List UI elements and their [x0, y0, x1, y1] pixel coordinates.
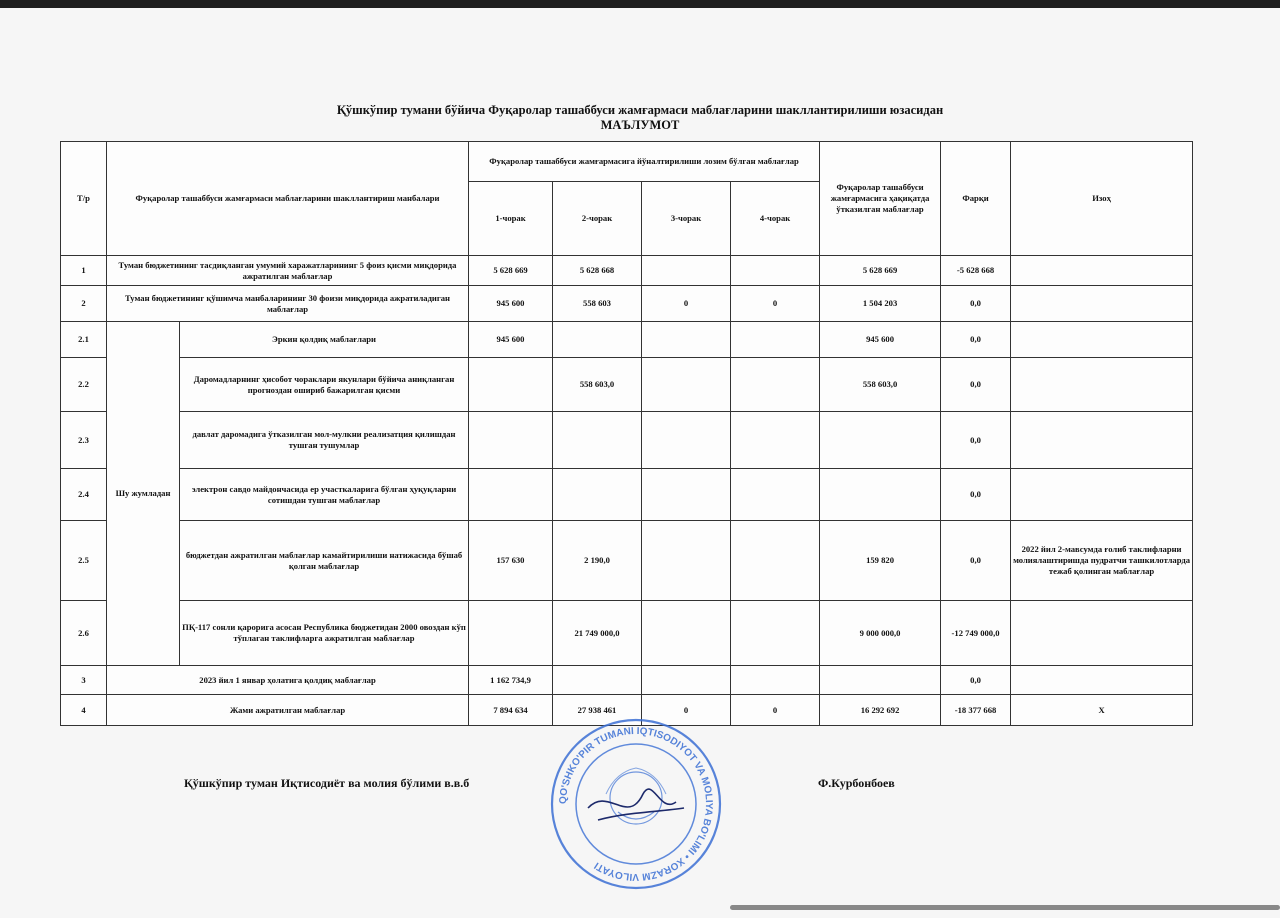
row-q1	[469, 358, 553, 412]
horizontal-scrollbar[interactable]	[730, 905, 1280, 910]
row-diff: -12 749 000,0	[941, 601, 1011, 666]
row-actual	[820, 469, 941, 521]
row-name: Туман бюджетининг қўшимча манбаларининг 30 фоизи миқдорида ажратиладиган маблағлар	[107, 286, 469, 322]
row-q3	[642, 601, 731, 666]
row-num: 4	[61, 695, 107, 726]
row-name: ПҚ-117 сонли қарорига асосан Республика бюджетидан 2000 овоздан кўп тўплаган таклифларга ажратилган маблағлар	[180, 601, 469, 666]
header-q3: 3-чорак	[642, 182, 731, 256]
row-name: Жами ажратилган маблағлар	[107, 695, 469, 726]
official-seal-stamp-icon	[548, 716, 724, 892]
row-q2	[553, 322, 642, 358]
document-title	[0, 103, 1280, 133]
row-q2: 558 603,0	[553, 358, 642, 412]
signature-person: Ф.Курбонбоев	[818, 776, 895, 790]
row-actual	[820, 412, 941, 469]
row-q2: 27 938 461	[553, 695, 642, 726]
row-q3: 0	[642, 286, 731, 322]
row-q3	[642, 412, 731, 469]
row-note	[1011, 469, 1193, 521]
table-row	[61, 469, 1193, 521]
header-num: Т/р	[61, 142, 107, 256]
row-note: Х	[1011, 695, 1193, 726]
table-row	[61, 322, 1193, 358]
row-actual: 1 504 203	[820, 286, 941, 322]
row-q4	[731, 469, 820, 521]
row-name: Даромадларнинг ҳисобот чораклари якунлари бўйича аниқланган прогноздан ошириб бажарилган қисми	[180, 358, 469, 412]
row-q1	[469, 601, 553, 666]
row-actual: 9 000 000,0	[820, 601, 941, 666]
row-note	[1011, 358, 1193, 412]
row-num: 2	[61, 286, 107, 322]
table-row	[61, 666, 1193, 695]
group-label: Шу жумладан	[107, 322, 180, 666]
row-q2: 21 749 000,0	[553, 601, 642, 666]
table-row	[61, 601, 1193, 666]
row-q4	[731, 256, 820, 286]
table-row	[61, 412, 1193, 469]
row-diff: 0,0	[941, 286, 1011, 322]
row-q2: 2 190,0	[553, 521, 642, 601]
row-q2	[553, 469, 642, 521]
row-num: 2.6	[61, 601, 107, 666]
row-name: 2023 йил 1 январ ҳолатига қолдиқ маблағлар	[107, 666, 469, 695]
row-q4	[731, 322, 820, 358]
row-diff: 0,0	[941, 469, 1011, 521]
row-diff: -18 377 668	[941, 695, 1011, 726]
row-q1: 5 628 669	[469, 256, 553, 286]
row-q3	[642, 322, 731, 358]
row-q2: 558 603	[553, 286, 642, 322]
row-q3	[642, 469, 731, 521]
table-row	[61, 358, 1193, 412]
row-q1: 945 600	[469, 286, 553, 322]
row-name: Эркин қолдиқ маблағлари	[180, 322, 469, 358]
header-note: Изоҳ	[1011, 142, 1193, 256]
table-row	[61, 521, 1193, 601]
header-q4: 4-чорак	[731, 182, 820, 256]
title-line-1: Қўшкўпир тумани бўйича Фуқаролар ташаббуси жамғармаси маблағларини шакллантирилиши юзасидан	[336, 103, 944, 117]
row-num: 1	[61, 256, 107, 286]
row-q1	[469, 469, 553, 521]
row-name: электрон савдо майдончасида ер участкаларига бўлган ҳуқуқларни сотишдан тушган маблағлар	[180, 469, 469, 521]
row-note	[1011, 256, 1193, 286]
row-actual	[820, 666, 941, 695]
row-q4	[731, 601, 820, 666]
row-note: 2022 йил 2-мавсумда ғолиб таклифларни молиялаштиришда пудратчи ташкилотларда тежаб қолинган маблағлар	[1011, 521, 1193, 601]
row-q1	[469, 412, 553, 469]
row-diff: 0,0	[941, 358, 1011, 412]
row-diff: 0,0	[941, 521, 1011, 601]
row-note	[1011, 666, 1193, 695]
row-q3	[642, 358, 731, 412]
header-actual: Фуқаролар ташаббуси жамғармасига ҳақиқатда ўтказилган маблағлар	[820, 142, 941, 256]
row-q3	[642, 256, 731, 286]
row-name: давлат даромадига ўтказилган мол-мулкни реализатция қилишдан тушган тушумлар	[180, 412, 469, 469]
header-q2: 2-чорак	[553, 182, 642, 256]
row-q2	[553, 412, 642, 469]
row-num: 2.4	[61, 469, 107, 521]
row-q1: 1 162 734,9	[469, 666, 553, 695]
row-q3	[642, 666, 731, 695]
row-note	[1011, 601, 1193, 666]
row-note	[1011, 412, 1193, 469]
header-diff: Фарқи	[941, 142, 1011, 256]
row-q4: 0	[731, 695, 820, 726]
row-q2: 5 628 668	[553, 256, 642, 286]
signature-department: Қўшкўпир туман Иқтисодиёт ва молия бўлими в.в.б	[184, 776, 470, 790]
stamp-ring-text: QO'SHKO'PIR TUMANI IQTISODIYOT VA MOLIYA BO'LIMI • XORAZM VILOYATI	[557, 725, 715, 883]
row-q4	[731, 358, 820, 412]
row-name: бюджетдан ажратилган маблағлар камайтирилиши натижасида бўшаб қолган маблағлар	[180, 521, 469, 601]
row-num: 2.3	[61, 412, 107, 469]
table-row	[61, 286, 1193, 322]
row-diff: 0,0	[941, 322, 1011, 358]
row-q1: 7 894 634	[469, 695, 553, 726]
row-q1: 945 600	[469, 322, 553, 358]
row-num: 2.1	[61, 322, 107, 358]
title-line-2: МАЪЛУМОТ	[600, 118, 680, 132]
report-table	[60, 141, 1193, 726]
row-q4	[731, 521, 820, 601]
row-actual: 945 600	[820, 322, 941, 358]
header-q1: 1-чорак	[469, 182, 553, 256]
header-directed: Фуқаролар ташаббуси жамғармасига йўналтирилиши лозим бўлган маблағлар	[469, 142, 820, 182]
row-q4	[731, 666, 820, 695]
row-q2	[553, 666, 642, 695]
row-diff: 0,0	[941, 412, 1011, 469]
row-note	[1011, 286, 1193, 322]
row-q4: 0	[731, 286, 820, 322]
row-num: 3	[61, 666, 107, 695]
row-q3: 0	[642, 695, 731, 726]
row-actual: 16 292 692	[820, 695, 941, 726]
row-name: Туман бюджетининг тасдиқланган умумий харажатларининг 5 фоиз қисми миқдорида ажратилган маблағлар	[107, 256, 469, 286]
row-num: 2.5	[61, 521, 107, 601]
table-row	[61, 256, 1193, 286]
header-source: Фуқаролар ташаббуси жамғармаси маблағларини шакллантириш манбалари	[107, 142, 469, 256]
row-actual: 558 603,0	[820, 358, 941, 412]
row-diff: -5 628 668	[941, 256, 1011, 286]
row-num: 2.2	[61, 358, 107, 412]
row-actual: 159 820	[820, 521, 941, 601]
row-q3	[642, 521, 731, 601]
row-diff: 0,0	[941, 666, 1011, 695]
row-actual: 5 628 669	[820, 256, 941, 286]
row-q1: 157 630	[469, 521, 553, 601]
row-note	[1011, 322, 1193, 358]
row-q4	[731, 412, 820, 469]
